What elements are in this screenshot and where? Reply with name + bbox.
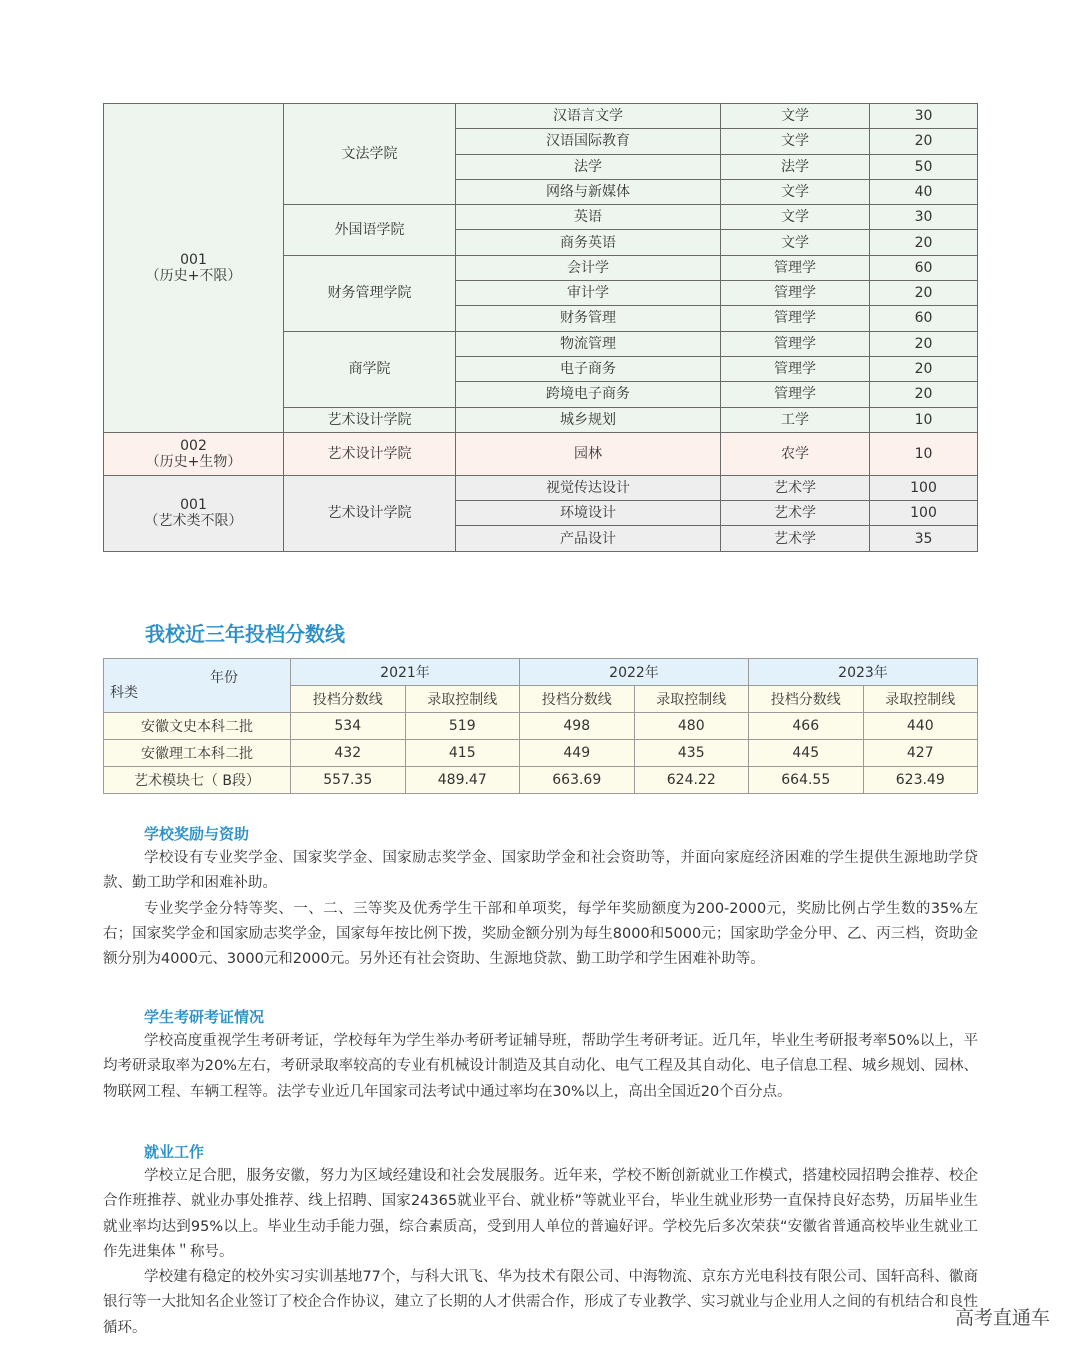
score-value-cell: 623.49 [863,767,978,794]
category-cell: 管理学 [721,281,870,306]
count-cell: 35 [870,526,978,551]
count-cell: 100 [870,475,978,500]
count-cell: 20 [870,356,978,381]
major-cell: 英语 [456,205,721,230]
major-cell: 电子商务 [456,356,721,381]
major-cell: 会计学 [456,255,721,280]
subheader-cell: 投档分数线 [291,686,406,713]
watermark: 高考直通车 [954,1307,1050,1329]
section-scholarships [103,822,978,972]
section-paragraph: 学校高度重视学生考研考证，学校每年为学生举办考研考证辅导班，帮助学生考研考证。近几年，毕业生考研报考率50%以上，平均考研录取率为20%左右，考研录取率较高的专业有机械设计制造及其自动化、电气工程及其自动化、电子信息工程、城乡规划、园林、物联网工程、车辆工程等。法学专业近几年国家司法考试中通过率均在30%以上，高出全国近20个百分点。 [103,1033,978,1100]
header-corner-cell [104,659,291,713]
category-cell: 艺术学 [721,475,870,500]
group-code: 001 [180,251,207,268]
score-row [104,740,978,767]
college-cell: 外国语学院 [284,205,456,256]
enrollment-plan-table [103,103,978,552]
score-row [104,713,978,740]
section-heading: 就业工作 [144,1143,205,1161]
score-value-cell: 449 [520,740,635,767]
group-requirement: （艺术类不限） [144,513,243,530]
subheader-cell: 录取控制线 [863,686,978,713]
major-cell: 环境设计 [456,501,721,526]
section-paragraph: 学校设有专业奖学金、国家奖学金、国家励志奖学金、国家助学金和社会资助等，并面向家庭经济困难的学生提供生源地助学贷款、勤工助学和困难补助。 [103,850,978,892]
category-cell: 管理学 [721,255,870,280]
category-cell: 管理学 [721,356,870,381]
category-cell: 文学 [721,205,870,230]
category-cell: 文学 [721,104,870,129]
count-cell: 10 [870,407,978,432]
count-cell: 20 [870,281,978,306]
major-cell: 商务英语 [456,230,721,255]
major-cell: 跨境电子商务 [456,382,721,407]
count-cell: 30 [870,205,978,230]
category-cell: 工学 [721,407,870,432]
category-cell: 文学 [721,179,870,204]
category-cell: 管理学 [721,331,870,356]
section-employment [103,1140,978,1341]
category-cell: 法学 [721,154,870,179]
college-cell: 财务管理学院 [284,255,456,331]
major-cell: 物流管理 [456,331,721,356]
count-cell: 40 [870,179,978,204]
subheader-cell: 录取控制线 [634,686,749,713]
count-cell: 20 [870,230,978,255]
group-requirement: （历史+生物） [145,453,242,470]
category-cell: 管理学 [721,382,870,407]
group-code-cell [104,432,284,475]
count-cell: 20 [870,382,978,407]
group-code-cell [104,475,284,551]
college-cell: 艺术设计学院 [284,407,456,432]
section-paragraph: 学校立足合肥，服务安徽，努力为区域经建设和社会发展服务。近年来，学校不断创新就业工作模式，搭建校园招聘会推荐、校企合作班推荐、就业办事处推荐、线上招聘、国家24365就业平台、就业桥”等就业平台，毕业生就业形势一直保持良好态势，历届毕业生就业率均达到95%以上。毕业生动手能力强，综合素质高，受到用人单位的普遍好评。学校先后多次荣获“安徽省普通高校毕业生就业工作先进集体＂称号。 [103,1168,978,1260]
major-cell: 城乡规划 [456,407,721,432]
college-cell: 艺术设计学院 [284,475,456,551]
count-cell: 20 [870,129,978,154]
corner-year-label: 年份 [210,670,238,686]
subheader-cell: 投档分数线 [520,686,635,713]
major-cell: 审计学 [456,281,721,306]
major-cell: 产品设计 [456,526,721,551]
plan-row [104,432,978,475]
score-value-cell: 534 [291,713,406,740]
score-section-title: 我校近三年投档分数线 [145,622,345,646]
major-cell: 汉语国际教育 [456,129,721,154]
year-header: 2023年 [749,659,978,686]
plan-row [104,475,978,500]
score-value-cell: 480 [634,713,749,740]
score-value-cell: 427 [863,740,978,767]
count-cell: 60 [870,255,978,280]
section-heading: 学生考研考证情况 [144,1008,265,1026]
section-paragraph: 专业奖学金分特等奖、一、二、三等奖及优秀学生干部和单项奖，每学年奖励额度为200-2000元，奖励比例占学生数的35%左右；国家奖学金和国家励志奖学金，国家每年按比例下拨，奖励金额分别为每生8000和5000元；国家助学金分甲、乙、丙三档，资助金额分别为4000元、3000元和2000元。另外还有社会资助、生源地贷款、勤工助学和学生困难补助等。 [103,900,978,968]
group-code: 001 [180,497,207,514]
score-header-row [104,659,978,686]
section-heading: 学校奖励与资助 [144,825,250,843]
group-code-cell [104,104,284,433]
major-cell: 网络与新媒体 [456,179,721,204]
subheader-cell: 投档分数线 [749,686,864,713]
score-value-cell: 664.55 [749,767,864,794]
category-cell: 艺术学 [721,501,870,526]
score-category-cell: 艺术模块七（ B段） [104,767,291,794]
count-cell: 10 [870,432,978,475]
subheader-cell: 录取控制线 [405,686,520,713]
score-value-cell: 519 [405,713,520,740]
count-cell: 100 [870,501,978,526]
score-value-cell: 466 [749,713,864,740]
section-paragraph: 学校建有稳定的校外实习实训基地77个，与科大讯飞、华为技术有限公司、中海物流、京东方光电科技有限公司、国轩高科、徽商银行等一大批知名企业签订了校企合作协议，建立了长期的人才供需合作，形成了专业教学、实习就业与企业用人之间的有机结合和良性循环。 [103,1269,978,1336]
major-cell: 财务管理 [456,306,721,331]
category-cell: 文学 [721,129,870,154]
count-cell: 30 [870,104,978,129]
college-cell: 商学院 [284,331,456,407]
count-cell: 20 [870,331,978,356]
score-row [104,767,978,794]
admission-score-table [103,658,978,794]
score-value-cell: 498 [520,713,635,740]
group-requirement: （历史+不限） [145,267,242,284]
year-header: 2022年 [520,659,749,686]
score-category-cell: 安徽文史本科二批 [104,713,291,740]
major-cell: 视觉传达设计 [456,475,721,500]
major-cell: 汉语言文学 [456,104,721,129]
major-cell: 法学 [456,154,721,179]
score-value-cell: 663.69 [520,767,635,794]
year-header: 2021年 [291,659,520,686]
category-cell: 文学 [721,230,870,255]
plan-row [104,104,978,129]
category-cell: 农学 [721,432,870,475]
category-cell: 艺术学 [721,526,870,551]
score-value-cell: 432 [291,740,406,767]
score-value-cell: 415 [405,740,520,767]
score-value-cell: 624.22 [634,767,749,794]
count-cell: 50 [870,154,978,179]
score-value-cell: 445 [749,740,864,767]
score-value-cell: 435 [634,740,749,767]
group-code: 002 [180,437,207,454]
college-cell: 艺术设计学院 [284,432,456,475]
score-value-cell: 489.47 [405,767,520,794]
score-category-cell: 安徽理工本科二批 [104,740,291,767]
score-value-cell: 440 [863,713,978,740]
count-cell: 60 [870,306,978,331]
score-value-cell: 557.35 [291,767,406,794]
category-cell: 管理学 [721,306,870,331]
corner-category-label: 科类 [110,685,138,701]
section-postgraduate [103,1005,978,1105]
major-cell: 园林 [456,432,721,475]
college-cell: 文法学院 [284,104,456,205]
